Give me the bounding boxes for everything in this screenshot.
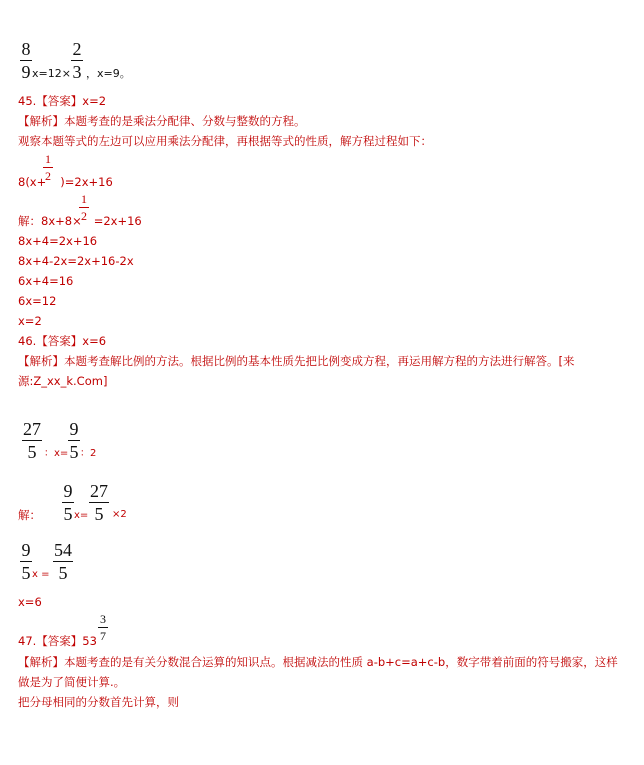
analysis-line: 【解析】本题考查的是有关分数混合运算的知识点。根据减法的性质 a-b+c=a+c-b，数字带着前面的符号搬家，这样	[18, 655, 618, 669]
step-line: 8x+4=2x+16	[18, 234, 98, 248]
step-line: 8x+4-2x=2x+16-2x	[18, 254, 134, 268]
equation-text: x=	[74, 510, 89, 521]
answer-line: 45.【答案】x=2	[18, 94, 107, 108]
equation-text: x =	[32, 569, 50, 580]
analysis-line: 源:Z_xx_k.Com]	[18, 374, 108, 388]
equation-text: ，x=9。	[86, 67, 131, 80]
solution-label: 解：	[18, 508, 41, 522]
equation-line: 8(x+ )=2x+16	[18, 175, 113, 189]
step-line: 6x=12	[18, 294, 57, 308]
analysis-line: 【解析】本题考查解比例的方法。根据比例的基本性质先把比例变成方程，再运用解方程的方法进行解答。[来	[18, 354, 575, 368]
fraction: 9 5	[69, 419, 79, 462]
step-line: 6x+4=16	[18, 274, 74, 288]
fraction: 54 5	[54, 540, 72, 583]
answer-line: 47.【答案】53	[18, 634, 97, 648]
equation-text: ：x=	[44, 448, 69, 459]
fraction: 27 5	[23, 419, 41, 462]
fraction: 3 7	[100, 612, 106, 643]
fraction: 9 5	[21, 540, 31, 583]
fraction: 27 5	[90, 481, 108, 524]
fraction: 2 3	[72, 39, 82, 82]
fraction: 8 9	[21, 39, 31, 82]
equation-text: ：2	[80, 448, 97, 459]
equation-text: ×2	[112, 509, 127, 520]
fraction: 1 2	[81, 192, 87, 223]
analysis-line: 【解析】本题考查的是乘法分配律、分数与整数的方程。	[18, 114, 306, 128]
analysis-line: 观察本题等式的左边可以应用乘法分配律，再根据等式的性质，解方程过程如下：	[18, 134, 432, 148]
answer-line: 46.【答案】x=6	[18, 334, 107, 348]
result-line: x=6	[18, 595, 42, 609]
step-line: x=2	[18, 314, 42, 328]
fraction: 9 5	[63, 481, 73, 524]
analysis-line: 做是为了简便计算.。	[18, 675, 126, 689]
fraction: 1 2	[45, 152, 51, 183]
equation-line: 解：8x+8× =2x+16	[18, 214, 142, 228]
analysis-line: 把分母相同的分数首先计算，则	[18, 695, 179, 709]
equation-text: x=12×	[32, 67, 71, 80]
